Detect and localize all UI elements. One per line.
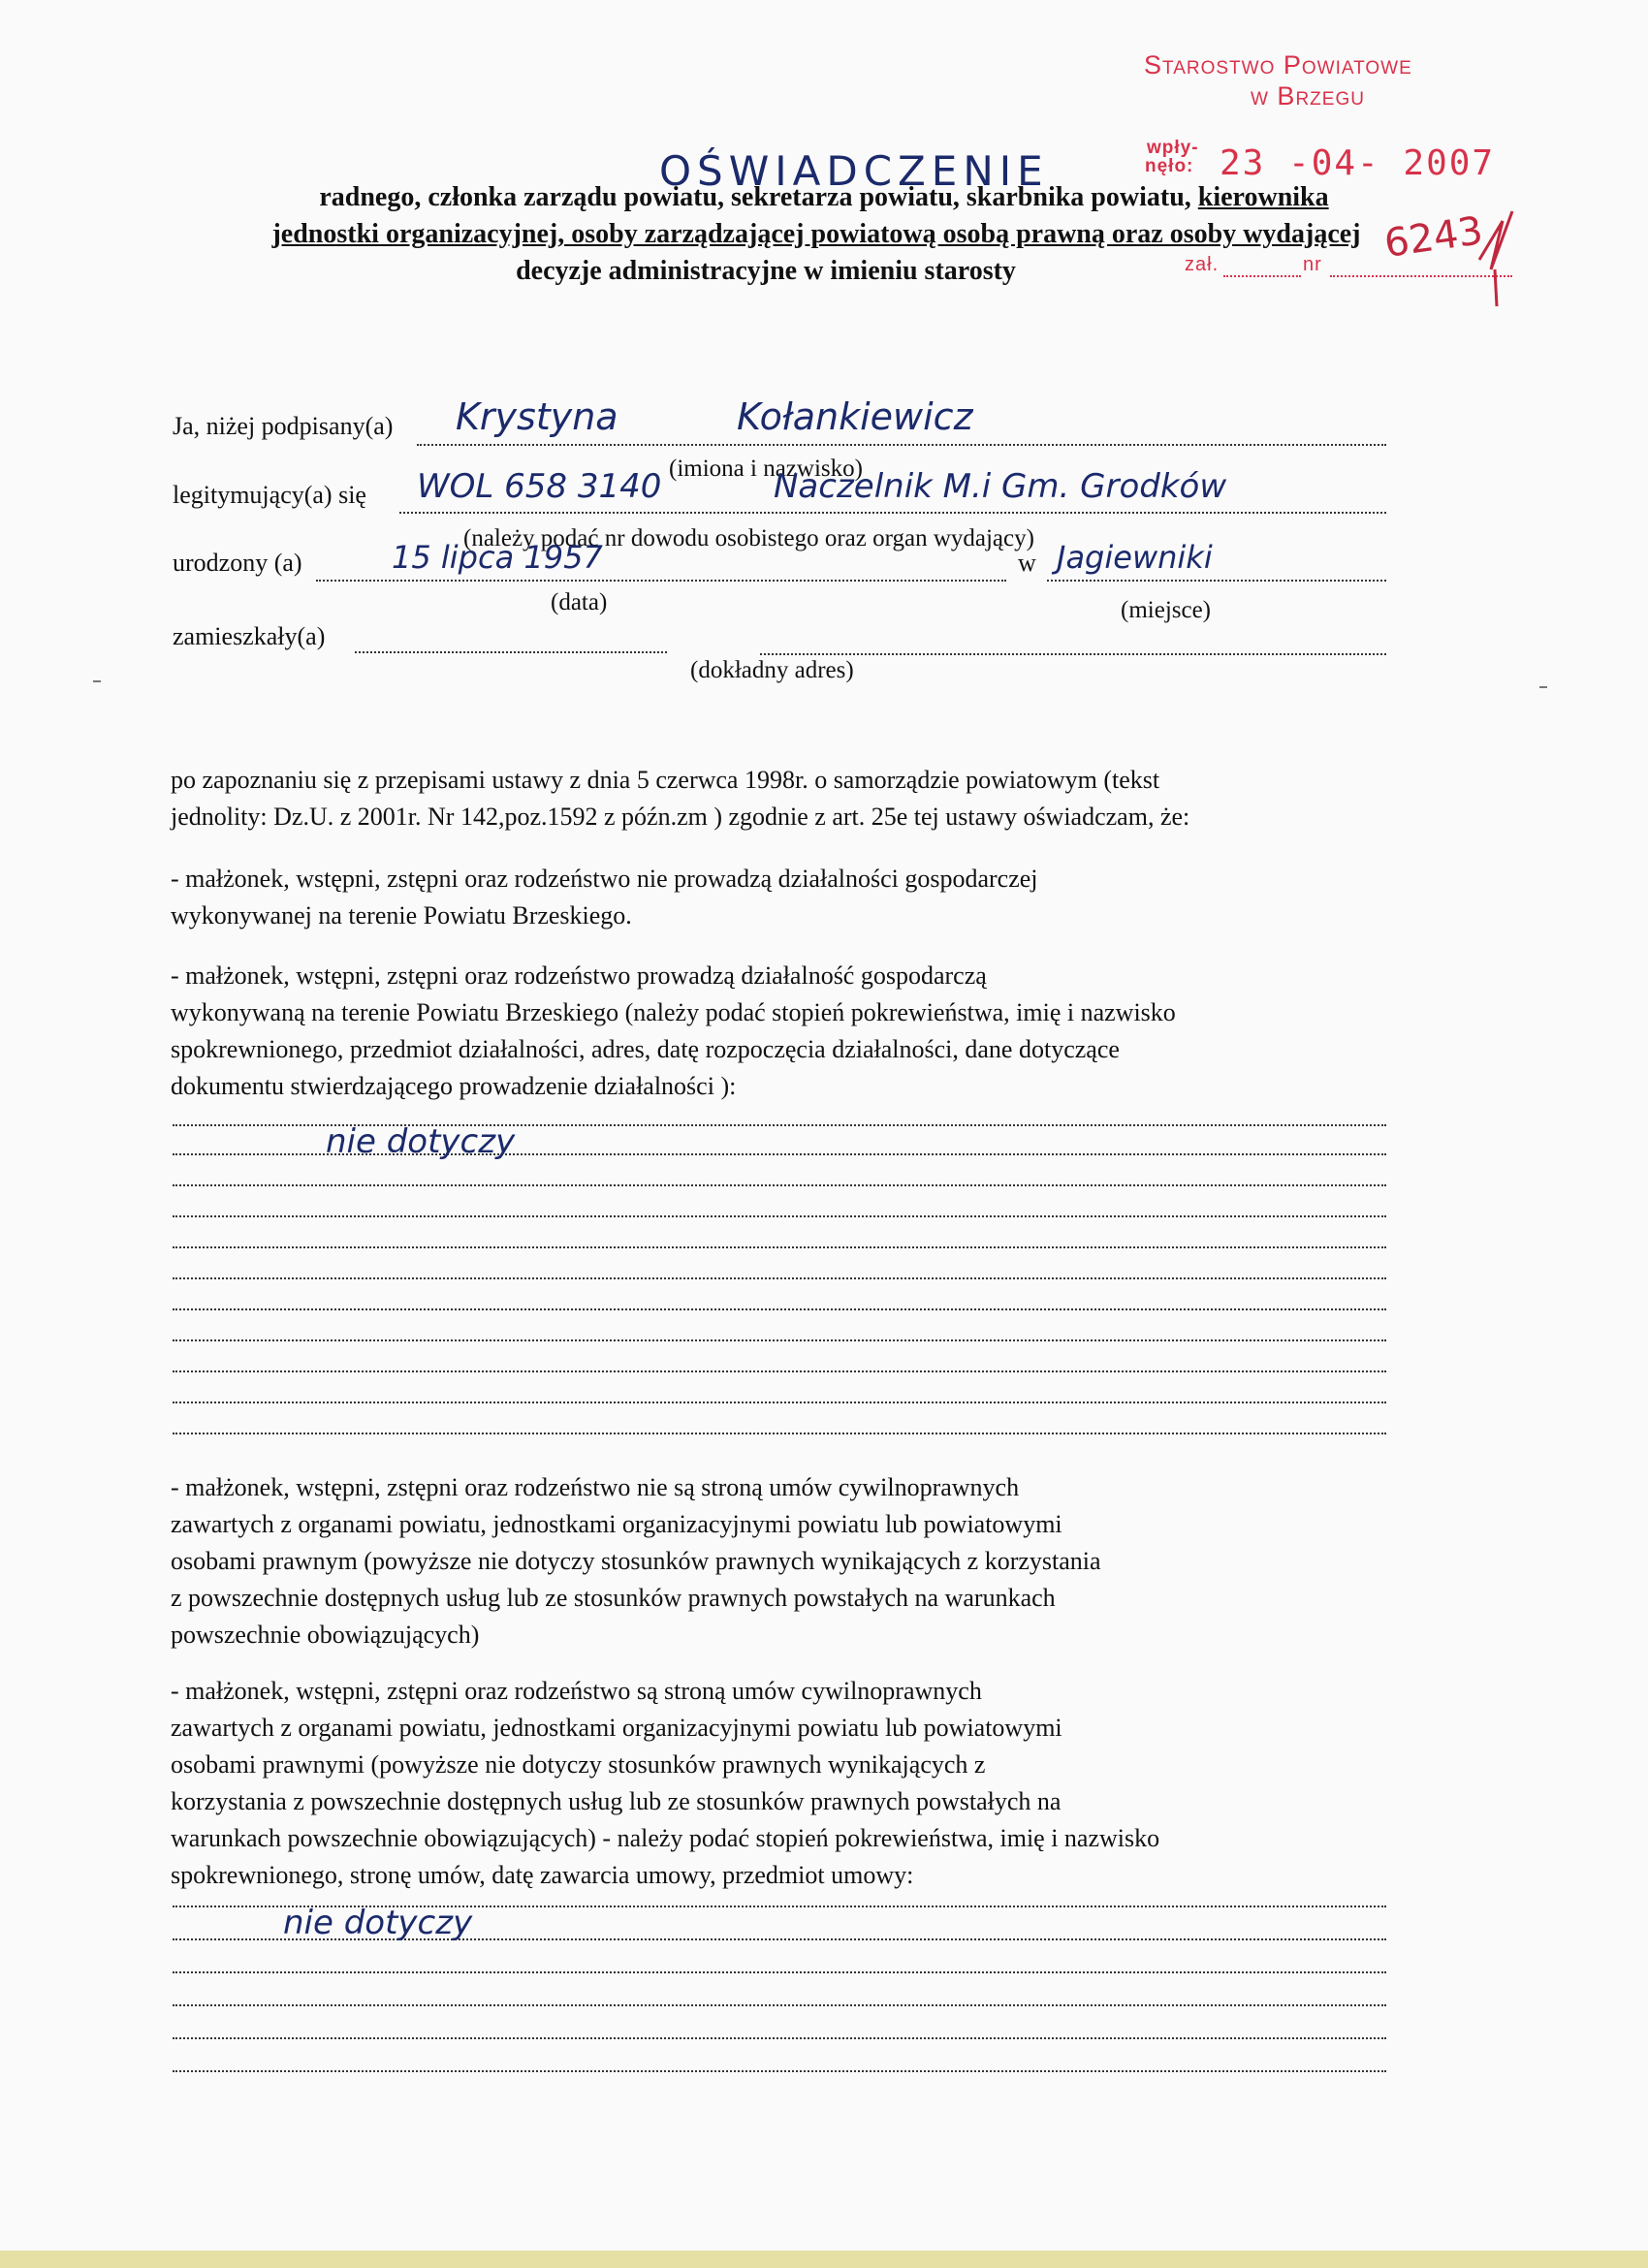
statement-no-business: - małżonek, wstępni, zstępni oraz rodzeństwo nie prowadzą działalności gospodarczej wykonywanej na terenie Powiatu Brzeskiego. (171, 865, 1038, 929)
header-line-1 (0, 182, 1648, 213)
birth-place-dotted-line (1047, 580, 1386, 582)
handwritten-business-answer: nie dotyczy (326, 1122, 516, 1161)
handwritten-contracts-answer: nie dotyczy (283, 1904, 473, 1942)
handwritten-birth-place: Jagiewniki (1057, 539, 1213, 576)
stamp-office-line1: Starostwo Powiatowe (1144, 50, 1412, 79)
blank-line (173, 1971, 1386, 1973)
stamp-registration-number: 6243 (1381, 208, 1486, 267)
header-line-1-text: radnego, członka zarządu powiatu, sekretarza powiatu, skarbnika powiatu, (319, 182, 1198, 212)
handwritten-title: OŚWIADCZENIE (659, 147, 1049, 195)
stamp-attachments-label: zał. (1185, 254, 1220, 275)
stamp-office-line2: w Brzegu (1251, 81, 1365, 110)
birth-date-dotted-line (316, 580, 1006, 582)
handwritten-birth-date: 15 lipca 1957 (392, 539, 603, 576)
header-line-2-text: jednostki organizacyjnej, osoby zarządzającej powiatową osobą prawną oraz osoby wydającej (271, 219, 1361, 249)
blank-line (173, 1215, 1386, 1217)
blank-line (173, 1246, 1386, 1248)
stamp-received-date: 23 -04- 2007 (1220, 143, 1496, 183)
address-label: zamieszkały(a) (173, 622, 326, 650)
handwritten-id-issuer: Naczelnik M.i Gm. Grodków (774, 467, 1227, 506)
blank-line (173, 1184, 1386, 1186)
stamp-received-label-1: wpły- (1147, 138, 1199, 158)
birth-label: urodzony (a) (173, 549, 302, 577)
handwritten-id-number: WOL 658 3140 (417, 467, 662, 506)
name-caption: (imiona i nazwisko) (669, 456, 863, 482)
date-caption: (data) (551, 589, 608, 615)
left-edge-mark (93, 680, 101, 682)
stamp-received-label-2: nęło: (1145, 156, 1194, 176)
address-caption: (dokładny adres) (690, 657, 854, 683)
handwritten-last-name: Kołankiewicz (737, 395, 973, 438)
place-caption: (miejsce) (1121, 597, 1212, 623)
handwritten-first-name: Krystyna (456, 395, 618, 438)
header-line-3: decyzje administracyjne w imieniu starosty (516, 256, 1016, 286)
address-dotted-line-1 (355, 651, 667, 653)
id-label: legitymujący(a) się (173, 481, 366, 509)
name-label: Ja, niżej podpisany(a) (173, 412, 394, 440)
address-dotted-line-2 (760, 653, 1386, 655)
statement-no-contracts: - małżonek, wstępni, zstępni oraz rodzeństwo nie są stroną umów cywilnoprawnych zawartych z organami powiatu, jednostkami organizacyjnymi powiatu lub powiatowymi osobami prawnym (powyższe nie dotyczy stosunków prawnych wynikających z korzystania z powszechnie dostępnych usług lub ze stosunków prawnych powstałych na warunkach powszechnie obowiązujących) (171, 1473, 1101, 1649)
header-underlined-word: kierownika (1197, 182, 1329, 212)
id-caption: (należy podać nr dowodu osobistego oraz organ wydający) (463, 525, 1034, 551)
blank-line (173, 2037, 1386, 2039)
scan-edge-band (0, 2251, 1648, 2268)
blank-line (173, 1277, 1386, 1279)
birth-place-w: w (1018, 549, 1036, 577)
statement-contracts: - małżonek, wstępni, zstępni oraz rodzeństwo są stroną umów cywilnoprawnych zawartych z organami powiatu, jednostkami organizacyjnymi powiatu lub powiatowymi osobami prawnymi (powyższe nie dotyczy stosunków prawnych wynikających z korzystania z powszechnie dostępnych usług lub ze stosunków prawnych powstałych na warunkach powszechnie obowiązujących) - należy podać stopień pokrewieństwa, imię i nazwisko spokrewnionego, stronę umów, datę zawarcia umowy, przedmiot umowy: (171, 1677, 1160, 1889)
statement-business: - małżonek, wstępni, zstępni oraz rodzeństwo prowadzą działalność gospodarczą wykonywaną na terenie Powiatu Brzeskiego (należy podać stopień pokrewieństwa, imię i nazwisko spokrewnionego, przedmiot działalności, adres, datę rozpoczęcia działalności, dane dotyczące dokumentu stwierdzającego prowadzenie działalności ): (171, 961, 1176, 1100)
blank-line (173, 1339, 1386, 1341)
name-dotted-line (417, 444, 1386, 446)
blank-line (173, 1370, 1386, 1372)
header-line-2 (0, 219, 1640, 250)
blank-line (173, 1402, 1386, 1403)
blank-line (173, 2070, 1386, 2072)
blank-line (173, 1308, 1386, 1310)
blank-line (173, 2004, 1386, 2006)
intro-paragraph: po zapoznaniu się z przepisami ustawy z dnia 5 czerwca 1998r. o samorządzie powiatowym (tekst jednolity: Dz.U. z 2001r. Nr 142,poz.1592 z późn.zm ) zgodnie z art. 25e tej ustawy oświadczam, że: (171, 766, 1190, 831)
right-edge-mark (1539, 686, 1547, 688)
stamp-number-label: nr (1303, 254, 1322, 275)
blank-line (173, 1433, 1386, 1434)
id-dotted-line (399, 512, 1386, 514)
